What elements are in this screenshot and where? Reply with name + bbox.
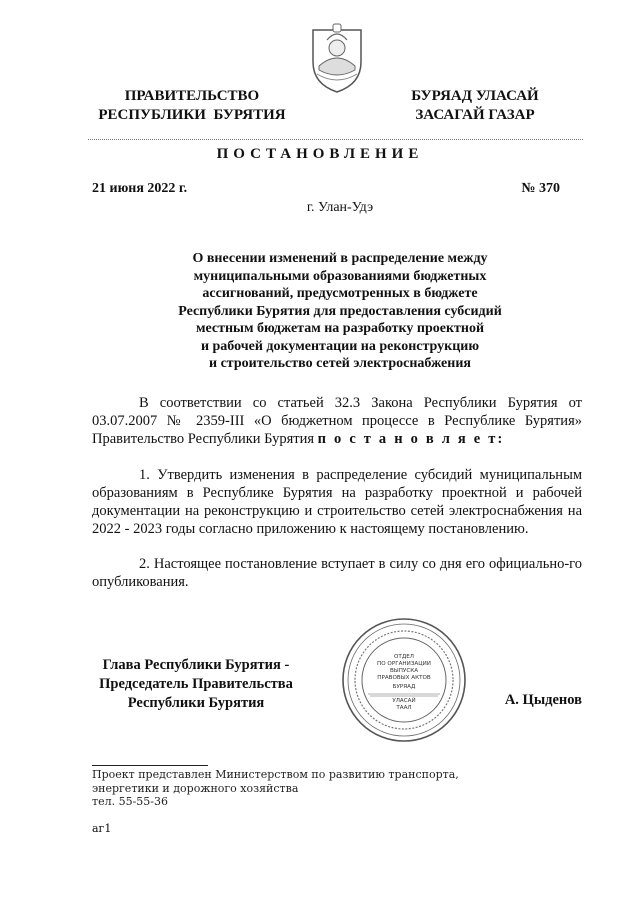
title-line: О внесении изменений в распределение между <box>192 251 488 266</box>
org-name-russian-line2: РЕСПУБЛИКИ БУРЯТИЯ <box>98 107 286 123</box>
title-line: Республики Бурятия для предоставления субсидий <box>178 303 502 319</box>
intro-paragraph <box>92 394 582 448</box>
stamp-line: ВЫПУСКА <box>389 668 419 674</box>
coat-of-arms-icon <box>305 22 369 94</box>
stamp-line: ПРАВОВЫХ АКТОВ <box>377 675 431 681</box>
official-seal-stamp <box>340 616 468 744</box>
org-name-buryat-line2: ЗАСАГАЙ ГАЗАР <box>415 107 535 123</box>
title-line: ассигнований, предусмотренных в бюджете <box>202 286 478 301</box>
title-line: муниципальными образованиями бюджетных <box>193 268 487 284</box>
footnote <box>92 768 459 809</box>
stamp-line: УЛАСАЙ <box>392 698 416 704</box>
footnote-line1: Проект представлен Министерством по развитию транспорта, <box>92 768 459 781</box>
document-code: аг1 <box>92 822 112 835</box>
signatory-name: А. Цыденов <box>504 692 582 708</box>
signatory-position-line3: Республики Бурятия <box>127 695 265 711</box>
signatory-position <box>84 656 308 713</box>
stamp-line: ТААЛ <box>396 705 412 711</box>
document-title <box>150 250 530 373</box>
stamp-line: ОТДЕЛ <box>394 654 414 660</box>
footnote-rule <box>92 765 208 766</box>
org-name-buryat-line1: БУРЯАД УЛАСАЙ <box>411 88 539 104</box>
item-1-paragraph: 1. Утвердить изменения в распределение субсидий муниципальным образованиям в Республике Бурятия на разработку проектной и рабочей документации на реконструкцию и строительство сетей электроснабжения на 2022 - 2023 годы согласно приложению к настоящему постановлению. <box>92 467 582 537</box>
decree-word: п о с т а н о в л я е т: <box>317 431 505 447</box>
header-divider <box>88 139 583 140</box>
document-city: г. Улан-Удэ <box>306 200 374 215</box>
title-line: и рабочей документации на реконструкцию <box>200 338 480 354</box>
signatory-position-line2: Председатель Правительства <box>99 676 293 692</box>
footnote-line3: тел. 55-55-36 <box>92 795 169 808</box>
signatory-position-line1: Глава Республики Бурятия - <box>102 657 290 673</box>
document-date: 21 июня 2022 г. <box>92 181 188 196</box>
title-line: местным бюджетам на разработку проектной <box>195 321 485 336</box>
org-name-buryat <box>388 87 562 125</box>
footnote-line2: энергетики и дорожного хозяйства <box>92 781 299 795</box>
title-line: и строительство сетей электроснабжения <box>209 356 471 371</box>
stamp-line: БУРЯАД <box>392 684 416 690</box>
item-2-paragraph: 2. Настоящее постановление вступает в силу со дня его официально-го опубликования. <box>92 556 582 590</box>
org-name-russian <box>82 87 302 125</box>
intro-text: В соответствии со статьей 32.3 Закона Республики Бурятия от 03.07.2007 № 2359-III «О бюджетном процессе в Республике Бурятия» Правительство Республики Бурятия <box>92 395 582 447</box>
org-name-russian-line1: ПРАВИТЕЛЬСТВО <box>124 88 260 104</box>
document-number: № 370 <box>521 181 560 196</box>
stamp-line: ПО ОРГАНИЗАЦИИ <box>377 661 431 667</box>
document-type: ПОСТАНОВЛЕНИЕ <box>216 146 424 162</box>
